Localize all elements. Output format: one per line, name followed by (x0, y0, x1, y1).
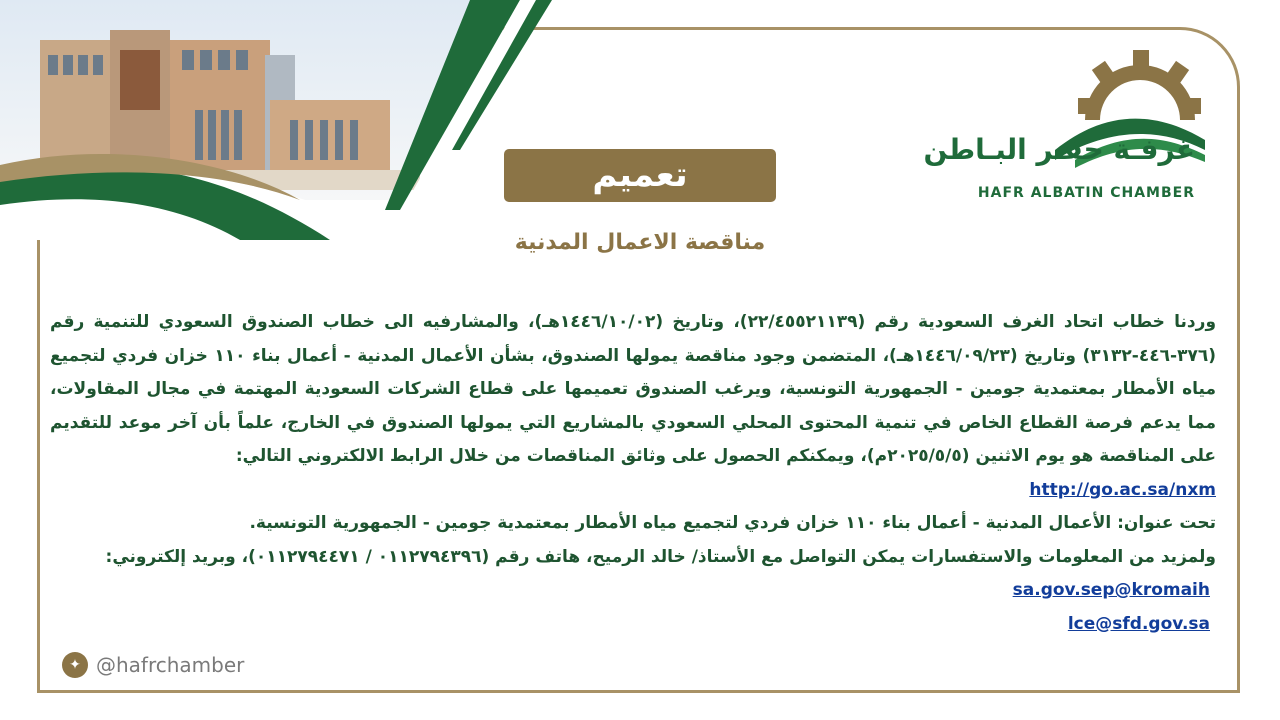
page-title: تعميم (504, 149, 776, 202)
social-handle[interactable]: @hafrchamber (96, 653, 245, 677)
email-link-1[interactable]: sa.gov.sep@kromaih (1012, 580, 1210, 600)
social-footer (62, 652, 244, 678)
contact-paragraph: ولمزيد من المعلومات والاستفسارات يمكن التواصل مع الأستاذ/ خالد الرميح، هاتف رقم (٠١١٢٧٩٤٣٩٦ / ٠١١٢٧٩٤٤٧١)، وبريد إلكتروني: (105, 546, 1216, 567)
tender-documents-link[interactable]: http://go.ac.sa/nxm (1029, 479, 1216, 500)
building-photo (0, 0, 560, 240)
tender-title-paragraph: تحت عنوان: الأعمال المدنية - أعمال بناء ١١٠ خزان فردي لتجميع مياه الأمطار بمعتمدية جومين - الجمهورية التونسية. (249, 513, 1216, 533)
page-subtitle: مناقصة الاعمال المدنية (514, 230, 766, 255)
email-link-2[interactable]: lce@sfd.gov.sa (1067, 613, 1210, 634)
main-paragraph: وردنا خطاب اتحاد الغرف السعودية رقم (٢٢/٤٥٥٢١١٣٩)، وتاريخ (١٤٤٦/١٠/٠٢هـ)، والمشارفيه الى خطاب الصندوق السعودي للتنمية رقم (٣٧٦-٤٤٦-٣١٣٢) وتاريخ (١٤٤٦/٠٩/٢٣هـ)، المتضمن وجود مناقصة يمولها الصندوق، بشأن الأعمال المدنية - أعمال بناء ١١٠ خزان فردي لتجميع مياه الأمطار بمعتمدية جومين - الجمهورية التونسية، ويرغب الصندوق تعميمها على قطاع الشركات السعودية المهتمة في مجال المقاولات، مما يدعم فرصة القطاع الخاص في تنمية المحتوى المحلي السعودي بالمشاريع التي يمولها الصندوق في الخارج، علماً بأن آخر موعد للتقديم على المناقصة هو يوم الاثنين (٢٠٢٥/٥/٥م)، ويمكنكم الحصول على وثائق المناقصات من خلال الرابط الالكتروني التالي: (50, 312, 1217, 466)
logo-name-english: HAFR ALBATIN CHAMBER (977, 185, 1195, 201)
chamber-logo (923, 45, 1225, 220)
announcement-body (50, 306, 1216, 641)
logo-name-arabic: غرفـة حفـر البـاطن (923, 133, 1195, 166)
twitter-icon: ✦ (62, 652, 88, 678)
